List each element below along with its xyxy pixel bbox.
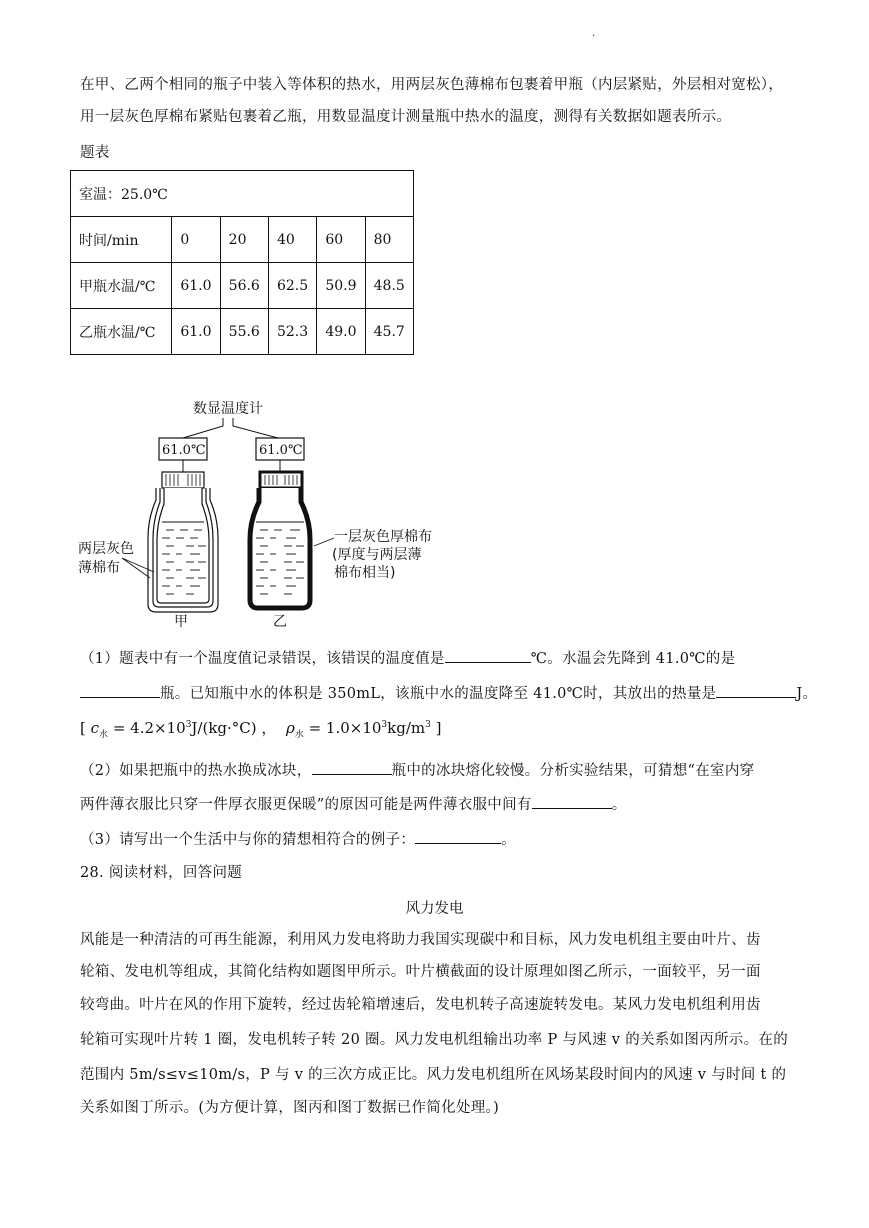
intro-line-1: 在甲、乙两个相同的瓶子中装入等体积的热水，用两层灰色薄棉布包裹着甲瓶（内层紧贴，外层相对宽松）， xyxy=(80,77,784,93)
answer-blank[interactable] xyxy=(80,683,160,698)
bottles-figure xyxy=(70,396,450,632)
left-material-label-2: 薄棉布 xyxy=(78,560,120,576)
q3-text-b: 。 xyxy=(501,832,516,848)
table-cell: 甲瓶水温/℃ xyxy=(71,263,172,309)
table-cell: 56.6 xyxy=(220,263,268,309)
formula-rho-val: = 1.0×10 xyxy=(303,719,382,737)
formula-c-exp: 3 xyxy=(185,720,192,730)
formula-rho-sub: 水 xyxy=(294,730,304,740)
q1-text-b: ℃。水温会先降到 41.0℃的是 xyxy=(530,651,736,667)
formula-rho-unit-exp: 3 xyxy=(425,720,431,730)
table-row xyxy=(71,309,414,355)
table-cell: 时间/min xyxy=(71,217,172,263)
q28-paragraph-line: 轮箱可实现叶片转 1 圈，发电机转子转 20 圈。风力发电机组输出功率 P 与风速 v 的关系如图丙所示。在的 xyxy=(80,1032,788,1048)
q1-text-a: （1）题表中有一个温度值记录错误，该错误的温度值是 xyxy=(80,651,445,667)
table-cell: 20 xyxy=(220,217,268,263)
table-cell: 60 xyxy=(317,217,365,263)
answer-blank[interactable] xyxy=(312,760,392,775)
table-cell: 62.5 xyxy=(268,263,316,309)
answer-blank[interactable] xyxy=(445,648,531,663)
formula-rho-unit: kg/m xyxy=(387,719,426,737)
table-cell: 49.0 xyxy=(317,309,365,355)
q1-line-2 xyxy=(80,683,817,704)
table-cell: 61.0 xyxy=(172,263,220,309)
table-cell: 50.9 xyxy=(317,263,365,309)
answer-blank[interactable] xyxy=(532,794,612,809)
q2-text-d: 。 xyxy=(611,797,627,813)
bottle-jia xyxy=(148,472,218,612)
q2-line-1 xyxy=(80,760,754,781)
q1-text-d: J。 xyxy=(796,686,818,702)
table-header-row xyxy=(71,217,414,263)
bottle-yi-label: 乙 xyxy=(273,614,287,630)
bottle-jia-label: 甲 xyxy=(174,614,188,630)
q1-formula: [ $c_水 = 4.2\times 10^3J/(kg\cdot^\circ C)$ ， $\rho_水 = 1.0\times 10^3kg/m^3$ ] xyxy=(80,719,442,740)
thermometer-label: 数显温度计 xyxy=(193,401,263,417)
table-cell: 45.7 xyxy=(365,309,413,355)
right-material-label-1: 一层灰色厚棉布 xyxy=(334,529,432,545)
q1-line-1 xyxy=(80,648,735,669)
q28-paragraph-line: 风能是一种清洁的可再生能源，利用风力发电将助力我国实现碳中和目标，风力发电机组主要由叶片、齿 xyxy=(80,932,761,948)
answer-blank[interactable] xyxy=(716,683,796,698)
header-dot: . xyxy=(592,28,596,39)
table-cell: 40 xyxy=(268,217,316,263)
temperature-table xyxy=(70,170,414,355)
left-thermometer-reading: 61.0℃ xyxy=(162,443,206,458)
table-cell: 52.3 xyxy=(268,309,316,355)
q28-paragraph-line: 轮箱、发电机等组成，其简化结构如题图甲所示。叶片横截面的设计原理如图乙所示，一面较平，另一面 xyxy=(80,964,761,980)
table-cell: 0 xyxy=(172,217,220,263)
q2-text-b: 瓶中的冰块熔化较慢。分析实验结果，可猜想“在室内穿 xyxy=(391,763,755,779)
intro-line-2: 用一层灰色厚棉布紧贴包裹着乙瓶，用数显温度计测量瓶中热水的温度，测得有关数据如题表所示。 xyxy=(80,109,732,125)
q28-heading: 风力发电 xyxy=(405,901,464,917)
table-cell: 乙瓶水温/℃ xyxy=(71,309,172,355)
table-caption: 题表 xyxy=(80,145,110,161)
formula-c-val: = 4.2×10 xyxy=(108,719,186,737)
q2-line-2 xyxy=(80,794,627,815)
table-cell: 48.5 xyxy=(365,263,413,309)
answer-blank[interactable] xyxy=(415,829,501,844)
left-material-label-1: 两层灰色 xyxy=(78,541,134,557)
table-cell: 61.0 xyxy=(172,309,220,355)
q28-paragraph-line: 范围内 5m/s≤v≤10m/s，P 与 v 的三次方成正比。风力发电机组所在风场某段时间内的风速 v 与时间 t 的 xyxy=(80,1067,787,1083)
formula-rho-exp: 3 xyxy=(381,720,388,730)
q3-text-a: （3）请写出一个生活中与你的猜想相符合的例子： xyxy=(80,832,416,848)
bottle-yi xyxy=(250,472,310,608)
right-material-label-3: 棉布相当) xyxy=(334,565,396,581)
formula-c: c xyxy=(90,719,100,737)
table-cell: 80 xyxy=(365,217,413,263)
q2-text-a: （2）如果把瓶中的热水换成冰块， xyxy=(80,763,312,779)
q2-text-c: 两件薄衣服比只穿一件厚衣服更保暖”的原因可能是两件薄衣服中间有 xyxy=(80,797,532,813)
right-material-label-2: (厚度与两层薄 xyxy=(332,547,422,563)
formula-c-unit: J/(kg·°C) ， xyxy=(191,719,277,737)
q28-paragraph-line: 关系如图丁所示。(为方便计算，图丙和图丁数据已作简化处理。) xyxy=(80,1100,500,1116)
table-cell: 55.6 xyxy=(220,309,268,355)
q3-line xyxy=(80,829,516,850)
formula-rho: ρ xyxy=(285,719,295,737)
q28-paragraph-line: 较弯曲。叶片在风的作用下旋转，经过齿轮箱增速后，发电机转子高速旋转发电。某风力发电机组利用齿 xyxy=(80,997,761,1013)
right-thermometer-reading: 61.0℃ xyxy=(259,443,303,458)
table-row xyxy=(71,263,414,309)
room-temp-cell: 室温：25.0℃ xyxy=(71,171,414,217)
formula-c-sub: 水 xyxy=(99,730,109,740)
q1-text-c: 瓶。已知瓶中水的体积是 350mL，该瓶中水的温度降至 41.0℃时，其放出的热量是 xyxy=(160,686,717,702)
q28-title: 28. 阅读材料，回答问题 xyxy=(80,865,243,881)
